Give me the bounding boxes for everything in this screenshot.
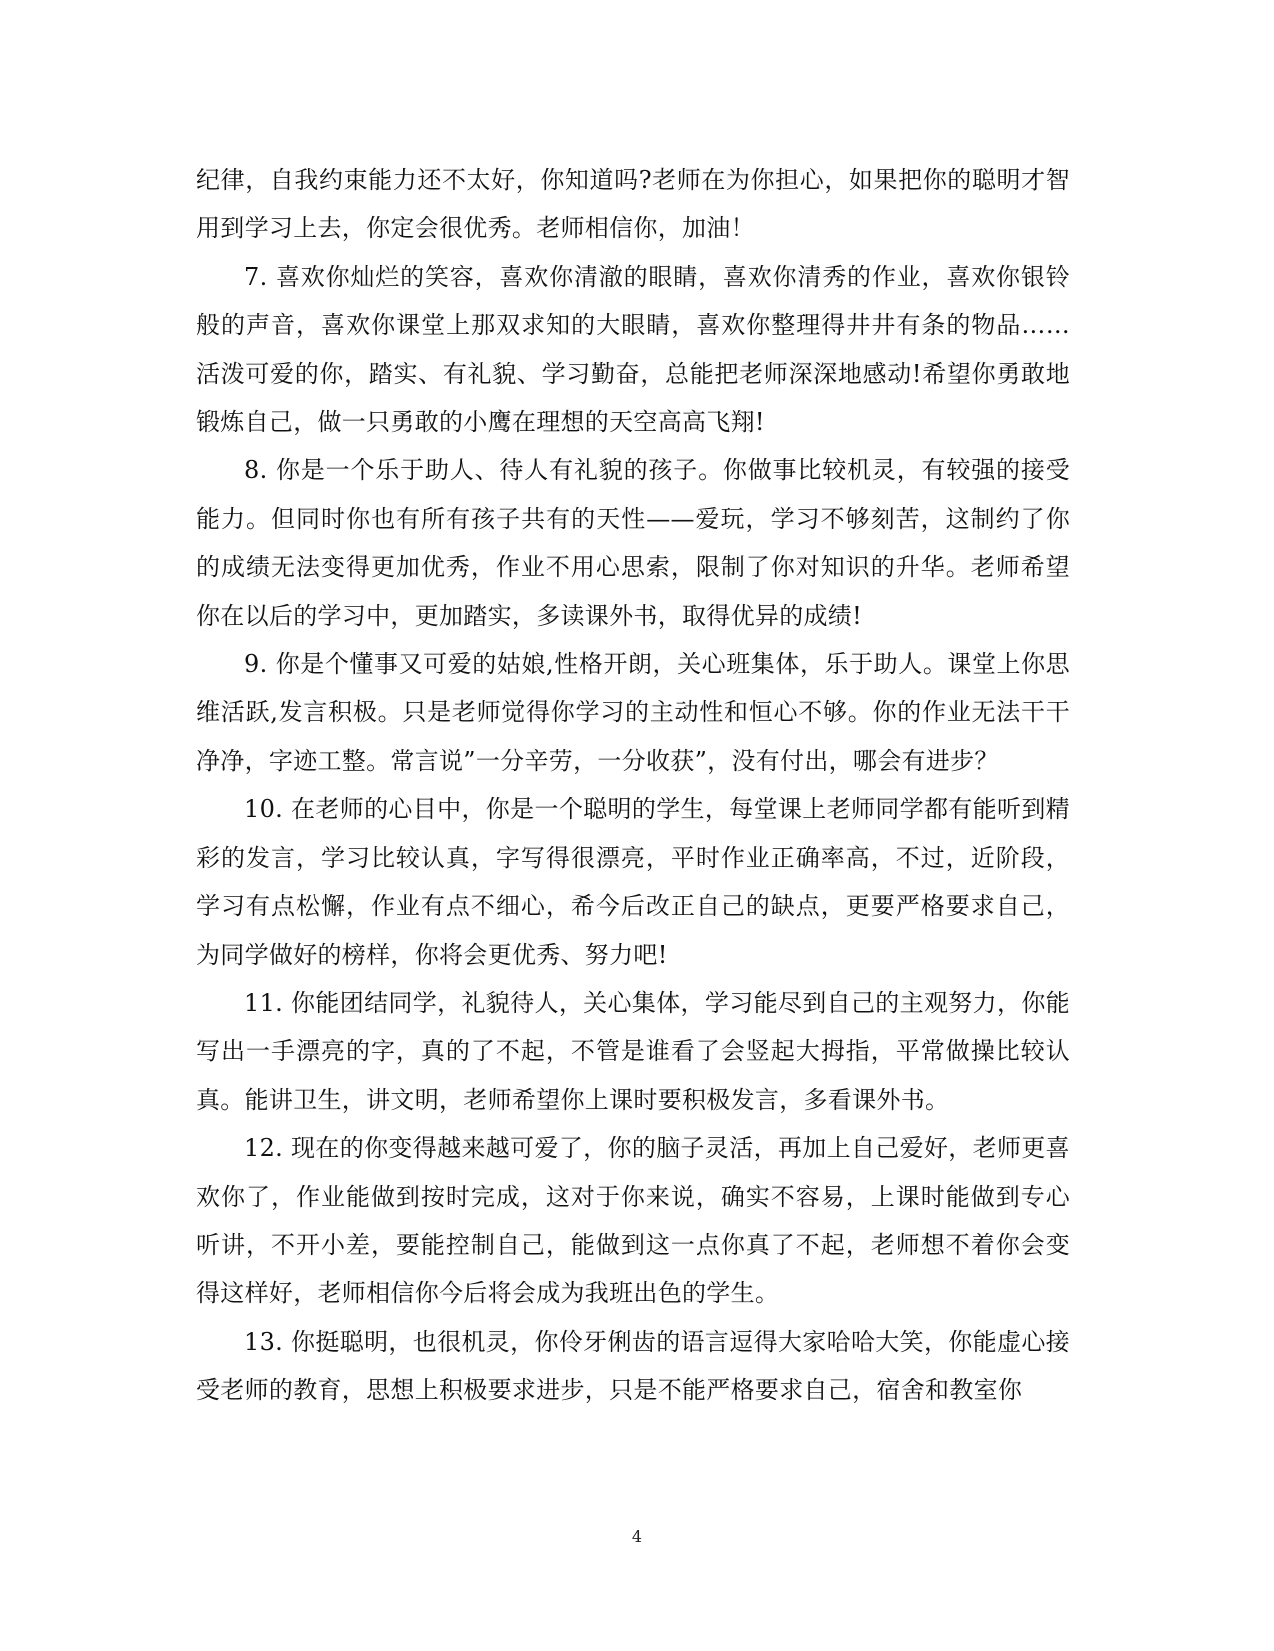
body-text — [196, 156, 1070, 1415]
paragraph-item-9: 9. 你是个懂事又可爱的姑娘,性格开朗，关心班集体，乐于助人。课堂上你思维活跃,发言积极。只是老师觉得你学习的主动性和恒心不够。你的作业无法干干净净，字迹工整。常言说”一分辛劳，一分收获”，没有付出，哪会有进步？ — [196, 650, 1070, 775]
paragraph-item-11: 11. 你能团结同学，礼貌待人，关心集体，学习能尽到自己的主观努力，你能写出一手漂亮的字，真的了不起，不管是谁看了会竖起大拇指，平常做操比较认真。能讲卫生，讲文明，老师希望你上课时要积极发言，多看课外书。 — [196, 988, 1070, 1114]
page-number: 4 — [631, 1527, 643, 1546]
paragraph-item-7: 7. 喜欢你灿烂的笑容，喜欢你清澈的眼睛，喜欢你清秀的作业，喜欢你银铃般的声音，喜欢你课堂上那双求知的大眼睛，喜欢你整理得井井有条的物品……活泼可爱的你，踏实、有礼貌、学习勤奋，总能把老师深深地感动!希望你勇敢地锻炼自己，做一只勇敢的小鹰在理想的天空高高飞翔! — [196, 262, 1070, 437]
paragraph-item-8: 8. 你是一个乐于助人、待人有礼貌的孩子。你做事比较机灵，有较强的接受能力。但同时你也有所有孩子共有的天性——爱玩，学习不够刻苦，这制约了你的成绩无法变得更加优秀，作业不用心思索，限制了你对知识的升华。老师希望你在以后的学习中，更加踏实，多读课外书，取得优异的成绩! — [196, 456, 1070, 630]
paragraph-item-10: 10. 在老师的心目中，你是一个聪明的学生，每堂课上老师同学都有能听到精彩的发言，学习比较认真，字写得很漂亮，平时作业正确率高，不过，近阶段，学习有点松懈，作业有点不细心，希今后改正自己的缺点，更要严格要求自己，为同学做好的榜样，你将会更优秀、努力吧! — [196, 795, 1070, 969]
paragraph-item-12: 12. 现在的你变得越来越可爱了，你的脑子灵活，再加上自己爱好，老师更喜欢你了，作业能做到按时完成，这对于你来说，确实不容易，上课时能做到专心听讲，不开小差，要能控制自己，能做到这一点你真了不起，老师想不着你会变得这样好，老师相信你今后将会成为我班出色的学生。 — [196, 1134, 1070, 1308]
paragraph-continuation: 纪律，自我约束能力还不太好，你知道吗?老师在为你担心，如果把你的聪明才智用到学习上去，你定会很优秀。老师相信你，加油！ — [196, 166, 1070, 243]
paragraph-item-13: 13. 你挺聪明，也很机灵，你伶牙俐齿的语言逗得大家哈哈大笑，你能虚心接受老师的教育，思想上积极要求进步，只是不能严格要求自己，宿舍和教室你 — [196, 1327, 1070, 1405]
